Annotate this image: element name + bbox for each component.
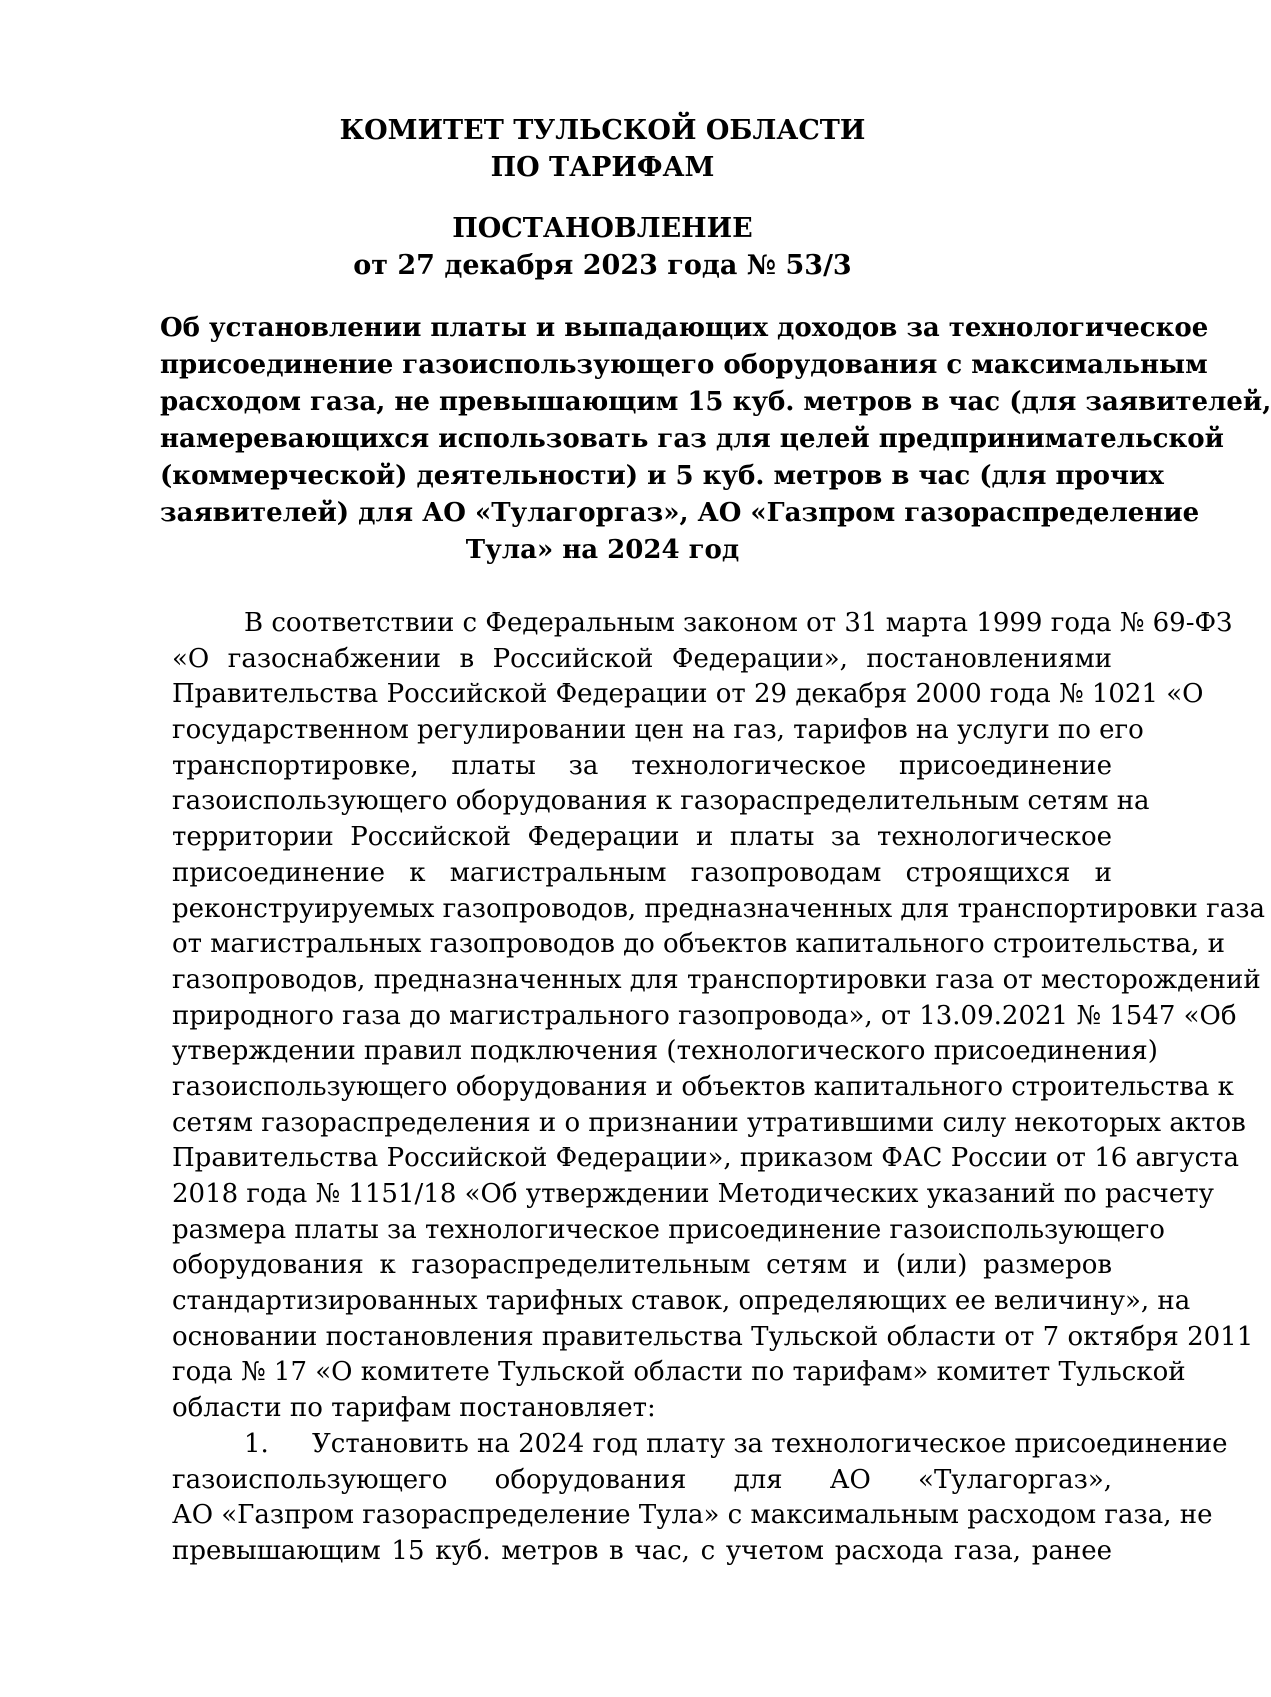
- document-body: [172, 606, 1265, 1570]
- document-type: ПОСТАНОВЛЕНИЕ: [452, 213, 753, 244]
- preamble-line: газоиспользующего оборудования и объектов капитального строительства к: [172, 1071, 1234, 1102]
- item-number: 1.: [244, 1428, 269, 1459]
- preamble-line: газоиспользующего оборудования к газораспределительным сетям на: [172, 786, 1150, 817]
- preamble-line: природного газа до магистрального газопровода», от 13.09.2021 № 1547 «Об: [172, 1000, 1237, 1031]
- preamble-line: сетям газораспределения и о признании утратившими силу некоторых актов: [172, 1107, 1246, 1138]
- preamble-line: оборудования к газораспределительным сетям и (или) размеров: [172, 1250, 1112, 1281]
- preamble-line: года № 17 «О комитете Тульской области по тарифам» комитет Тульской: [172, 1357, 1186, 1388]
- preamble-line: утверждении правил подключения (технологического присоединения): [172, 1036, 1158, 1067]
- preamble-line: присоединение к магистральным газопроводам строящихся и: [172, 857, 1112, 888]
- preamble-line: Правительства Российской Федерации», приказом ФАС России от 16 августа: [172, 1143, 1240, 1174]
- title-line: заявителей) для АО «Тулагоргаз», АО «Газпром газораспределение: [160, 498, 1200, 528]
- title-line: намеревающихся использовать газ для целей предпринимательской: [160, 424, 1224, 454]
- document-heading: [160, 210, 1045, 284]
- issuer-name: КОМИТЕТ ТУЛЬСКОЙ ОБЛАСТИ: [339, 115, 866, 146]
- preamble-line: транспортировке, платы за технологическое присоединение: [172, 750, 1112, 781]
- preamble-line: стандартизированных тарифных ставок, определяющих ее величину», на: [172, 1286, 1191, 1317]
- item-1-first-line: [172, 1427, 1228, 1463]
- item-1-line: превышающим 15 куб. метров в час, с учетом расхода газа, ранее: [172, 1535, 1112, 1566]
- title-line: Тула» на 2024 год: [465, 535, 740, 565]
- document-title: [160, 310, 1271, 569]
- document-date-number: от 27 декабря 2023 года № 53/3: [353, 250, 852, 281]
- preamble-line: газопроводов, предназначенных для транспортировки газа от месторождений: [172, 964, 1261, 995]
- preamble-line: «О газоснабжении в Российской Федерации», постановлениями: [172, 643, 1112, 674]
- issuer-name-continued: ПО ТАРИФАМ: [490, 152, 715, 183]
- preamble-paragraph: [172, 606, 1265, 1427]
- item-1-text: Установить на 2024 год плату за технологическое присоединение: [312, 1428, 1228, 1459]
- preamble-line: территории Российской Федерации и платы за технологическое: [172, 822, 1112, 853]
- item-1-paragraph: [172, 1427, 1228, 1570]
- title-line: (коммерческой) деятельности) и 5 куб. метров в час (для прочих: [160, 461, 1164, 491]
- title-line: Об установлении платы и выпадающих доходов за технологическое: [160, 313, 1209, 343]
- item-1-line: газоиспользующего оборудования для АО «Тулагоргаз»,: [172, 1464, 1112, 1495]
- preamble-line: реконструируемых газопроводов, предназначенных для транспортировки газа: [172, 893, 1265, 924]
- preamble-line: от магистральных газопроводов до объектов капитального строительства, и: [172, 929, 1225, 960]
- preamble-line: основании постановления правительства Тульской области от 7 октября 2011: [172, 1321, 1254, 1352]
- issuer-header: [160, 112, 1045, 186]
- preamble-line: В соответствии с Федеральным законом от 31 марта 1999 года № 69-ФЗ: [244, 608, 1233, 638]
- preamble-line: государственном регулировании цен на газ, тарифов на услуги по его: [172, 715, 1144, 746]
- preamble-line: размера платы за технологическое присоединение газоиспользующего: [172, 1214, 1165, 1245]
- title-line: присоединение газоиспользующего оборудования с максимальным: [160, 350, 1208, 380]
- title-line: расходом газа, не превышающим 15 куб. метров в час (для заявителей,: [160, 387, 1271, 417]
- item-1-line: АО «Газпром газораспределение Тула» с максимальным расходом газа, не: [172, 1500, 1213, 1531]
- preamble-line: Правительства Российской Федерации от 29 декабря 2000 года № 1021 «О: [172, 679, 1204, 710]
- preamble-line: области по тарифам постановляет:: [172, 1393, 656, 1424]
- preamble-line: 2018 года № 1151/18 «Об утверждении Методических указаний по расчету: [172, 1179, 1214, 1209]
